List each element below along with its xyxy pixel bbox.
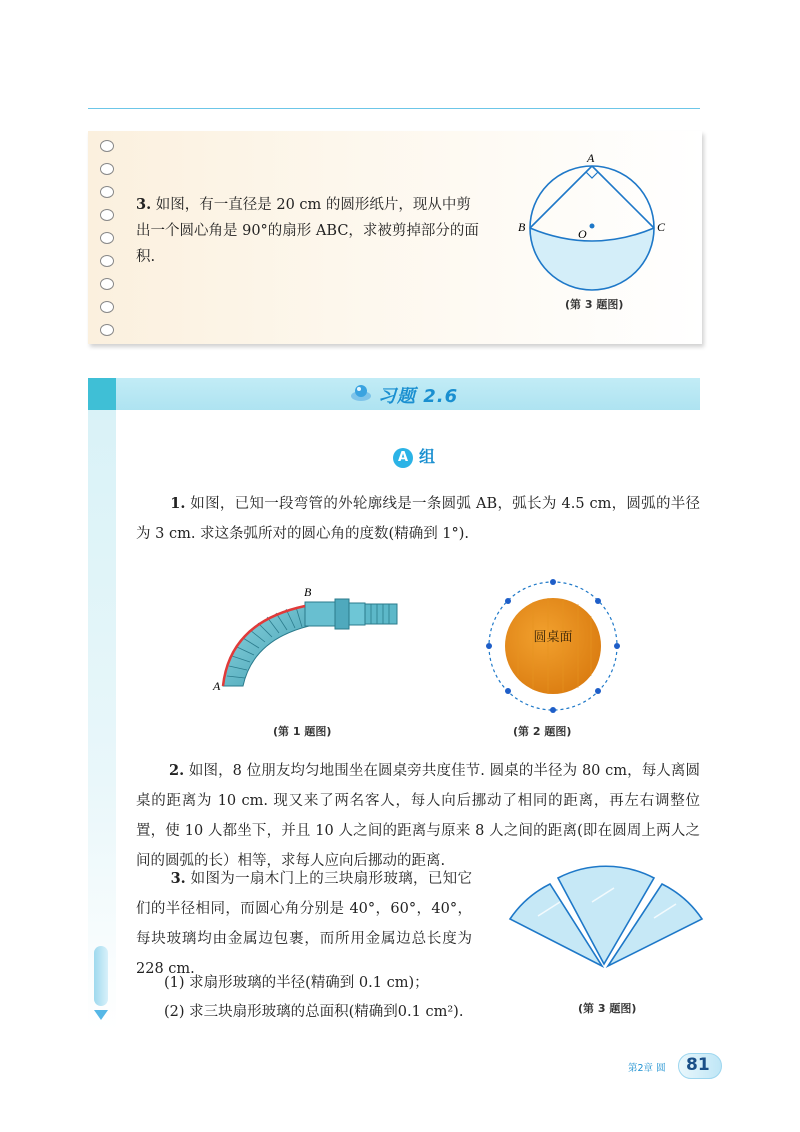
ring-icon [100, 255, 114, 267]
label-A: A [213, 679, 221, 693]
ring-icon [100, 186, 114, 198]
seat-dot [550, 707, 556, 713]
ring-icon [100, 278, 114, 290]
banner-title: 习题 2.6 [378, 386, 459, 407]
table-label: 圆桌面 [533, 630, 573, 645]
top-rule [88, 108, 700, 109]
seat-dot [505, 688, 511, 694]
question-number: 3. [170, 870, 186, 887]
side-scroll-decoration [94, 946, 108, 1006]
side-bar [88, 410, 116, 1030]
sector-figure [515, 150, 675, 300]
round-table-figure [483, 576, 623, 716]
caption-q1-fig: (第 1 题图) [273, 725, 332, 738]
pipe-thread [365, 604, 397, 624]
label-A: A [587, 151, 595, 165]
pipe-collar [349, 603, 365, 625]
label-O: O [578, 227, 587, 241]
problem-text: 如图，有一直径是 20 cm 的圆形纸片，现从中剪出一个圆心角是 90°的扇形 ABC，求被剪掉部分的面积. [136, 197, 479, 265]
ring-icon [100, 163, 114, 175]
question-3-part-1: (1) 求扇形玻璃的半径(精确到 0.1 cm)； [164, 975, 429, 991]
question-text: 如图，8 位朋友均匀地围坐在圆桌旁共度佳节. 圆桌的半径为 80 cm，每人离圆桌的距离为 10 cm. 现又来了两名客人，每人向后挪动了相同的距离，再左右调整位置，使 10 人都坐下，并且 10 人之间的距离与原来 8 人之间的距离(即在圆周上两人之间的圆弧的长）相等，求每人应向后挪动的距离. [136, 763, 701, 869]
label-B: B [304, 585, 312, 599]
question-text: 如图为一扇木门上的三块扇形玻璃，已知它们的半径相同，而圆心角分别是 40°，60°，40°，每块玻璃均由金属边包裹，而所用金属边总长度为 228 cm. [136, 871, 473, 977]
ring-icon [100, 324, 114, 336]
caption-card-fig: (第 3 题图) [565, 298, 624, 311]
question-2 [136, 756, 700, 876]
ring-icon [100, 232, 114, 244]
right-angle-mark [586, 172, 598, 178]
label-B: B [518, 220, 526, 234]
seat-dot [614, 643, 620, 649]
page-number: 81 [686, 1055, 710, 1075]
card-problem-text [136, 192, 480, 270]
caption-q3-fig: (第 3 题图) [578, 1002, 637, 1015]
banner-tab [88, 378, 116, 410]
seat-dot [595, 598, 601, 604]
seat-dot [486, 643, 492, 649]
pipe-nut [335, 599, 349, 629]
down-arrow-icon [94, 1010, 108, 1020]
seat-dot [505, 598, 511, 604]
question-3-part-2: (2) 求三块扇形玻璃的总面积(精确到0.1 cm²). [164, 1004, 464, 1020]
radius-AC [592, 166, 654, 228]
ring-icon [100, 209, 114, 221]
glass-sectors-figure [508, 864, 708, 976]
seat-dot [550, 579, 556, 585]
question-number: 2. [169, 762, 185, 779]
radius-AB [530, 166, 592, 228]
group-badge: A [393, 448, 413, 468]
question-3 [136, 864, 472, 984]
problem-number: 3. [136, 196, 152, 213]
bent-pipe-figure [205, 582, 405, 694]
group-heading [393, 444, 435, 468]
table-top [505, 598, 601, 694]
ring-icon [100, 140, 114, 152]
seat-dot [595, 688, 601, 694]
question-number: 1. [170, 495, 186, 512]
footer-chapter: 第2章 圆 [628, 1063, 666, 1074]
cut-away-region [530, 228, 654, 290]
caption-q2-fig: (第 2 题图) [513, 725, 572, 738]
label-C: C [657, 220, 666, 234]
center-point [590, 224, 595, 229]
question-text: 如图，已知一段弯管的外轮廓线是一条圆弧 AB，弧长为 4.5 cm，圆弧的半径为 3 cm. 求这条弧所对的圆心角的度数(精确到 1°). [136, 496, 701, 542]
question-1 [136, 489, 700, 549]
ring-icon [100, 301, 114, 313]
pipe-coupling [305, 602, 335, 626]
group-label: 组 [419, 447, 436, 466]
exercise-icon [350, 383, 372, 403]
